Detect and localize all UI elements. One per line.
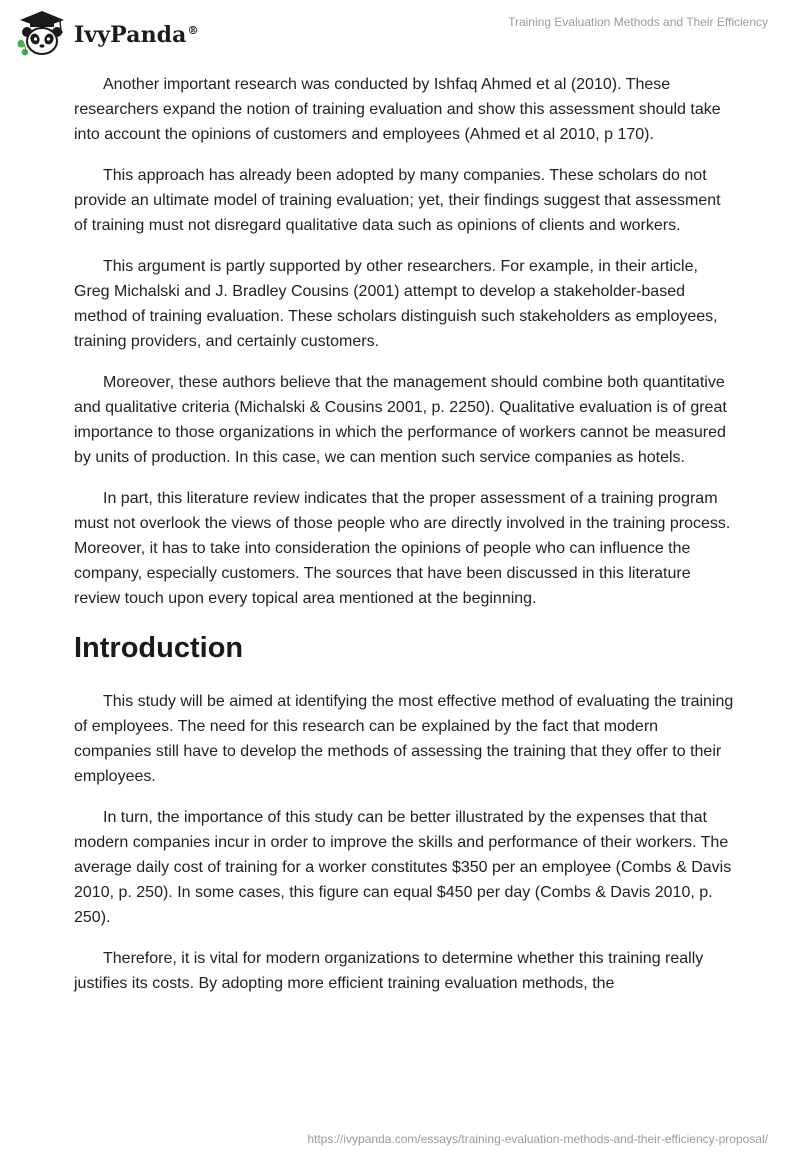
ivypanda-logo[interactable] [14, 8, 199, 58]
section-heading-introduction: Introduction [74, 632, 244, 664]
panda-graduate-icon [14, 8, 70, 58]
page-header [0, 0, 800, 60]
essay-content [74, 72, 734, 1012]
paragraph: Another important research was conducted by Ishfaq Ahmed et al (2010). These researchers expand the notion of training evaluation and show this assessment should take into account the opinions of customers and employees (Ahmed et al 2010, p 170). [74, 76, 721, 143]
brand-name: IvyPanda® [74, 22, 199, 48]
paragraph: This approach has already been adopted by many companies. These scholars do not provide an ultimate model of training evaluation; yet, their findings suggest that assessment of training must not disregard qualitative data such as opinions of clients and workers. [74, 167, 721, 234]
document-title: Training Evaluation Methods and Their Efficiency [508, 15, 768, 29]
paragraph: This study will be aimed at identifying the most effective method of evaluating the training of employees. The need for this research can be explained by the fact that modern companies still have to develop the methods of assessing the training that they offer to their employees. [74, 693, 734, 785]
paragraph: Therefore, it is vital for modern organizations to determine whether this training really justifies its costs. By adopting more efficient training evaluation methods, the [74, 950, 704, 992]
registered-mark: ® [187, 23, 199, 37]
paragraph: In turn, the importance of this study can be better illustrated by the expenses that that modern companies incur in order to improve the skills and performance of their workers. The average daily cost of training for a worker constitutes $350 per an employee (Combs & Davis 2010, p. 250). In some cases, this figure can equal $450 per day (Combs & Davis 2010, p. 250). [74, 809, 732, 926]
paragraph: Moreover, these authors believe that the management should combine both quantitative and qualitative criteria (Michalski & Cousins 2001, p. 2250). Qualitative evaluation is of great importance to those organizations in which the performance of workers cannot be measured by units of production. In this case, we can mention such service companies as hotels. [74, 374, 727, 466]
paragraph: This argument is partly supported by other researchers. For example, in their article, Greg Michalski and J. Bradley Cousins (2001) attempt to develop a stakeholder-based method of training evaluation. These scholars distinguish such stakeholders as employees, training providers, and certainly customers. [74, 258, 718, 350]
source-url[interactable]: https://ivypanda.com/essays/training-evaluation-methods-and-their-efficiency-proposal/ [307, 1132, 768, 1146]
paragraph: In part, this literature review indicates that the proper assessment of a training program must not overlook the views of those people who are directly involved in the training process. Moreover, it has to take into consideration the opinions of people who can influence the company, especially customers. The sources that have been discussed in this literature review touch upon every topical area mentioned at the beginning. [74, 490, 731, 607]
